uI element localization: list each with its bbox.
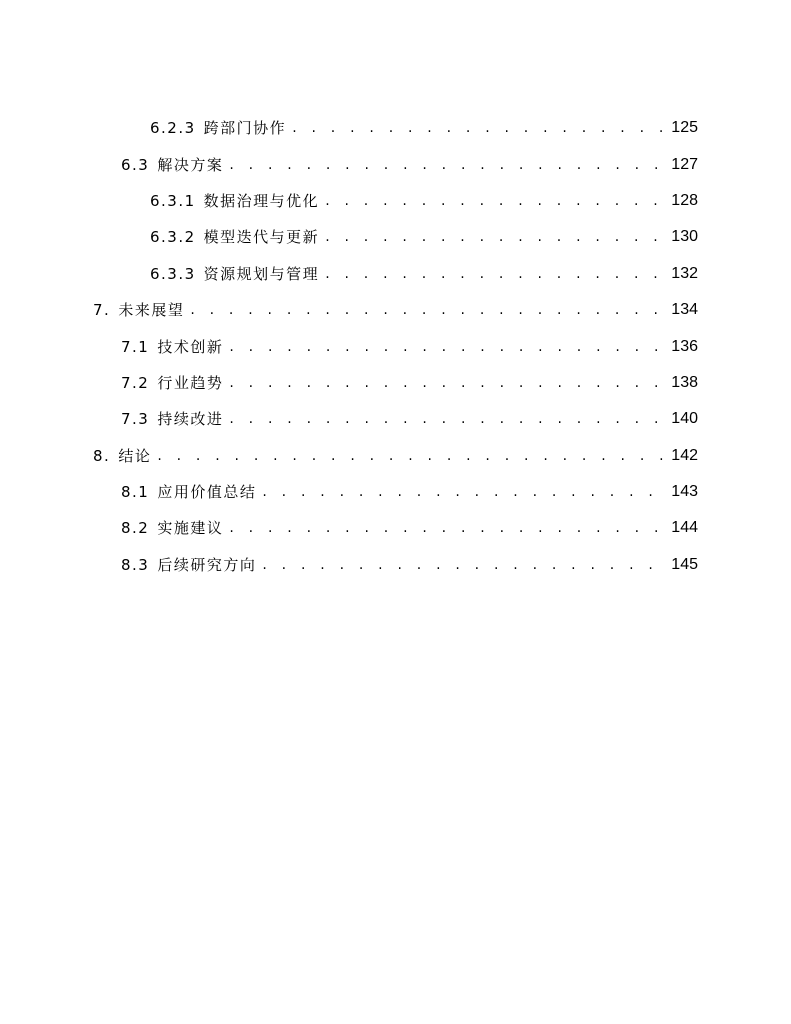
toc-entry-number: 7. (93, 301, 111, 320)
toc-entry[interactable] (0, 365, 791, 401)
toc-page-number: 136 (671, 337, 698, 355)
toc-entry-label (121, 518, 223, 538)
toc-entry-label (93, 446, 151, 466)
toc-entry-title: 技术创新 (157, 337, 224, 356)
toc-page-number: 125 (671, 119, 698, 137)
toc-entry[interactable] (0, 328, 791, 364)
toc-entry-title: 跨部门协作 (203, 119, 287, 138)
toc-page-number: 142 (671, 446, 698, 464)
toc-dot-leader (229, 409, 663, 429)
toc-entry[interactable] (0, 183, 791, 219)
toc-entry-number: 6.2.3 (150, 119, 196, 138)
toc-entry-number: 7.3 (121, 410, 150, 429)
toc-entry-title: 解决方案 (157, 155, 224, 174)
toc-page-number: 132 (671, 264, 698, 282)
toc-entry-title: 行业趋势 (157, 373, 224, 392)
toc-entry[interactable] (0, 474, 791, 510)
toc-dot-leader (229, 337, 663, 357)
toc-entry-title: 持续改进 (157, 410, 224, 429)
toc-entry-number: 6.3.3 (150, 264, 196, 283)
toc-page-number: 140 (671, 410, 698, 428)
toc-dot-leader (325, 227, 663, 247)
toc-page-number: 134 (671, 301, 698, 319)
toc-dot-leader (292, 118, 663, 138)
toc-entry-title: 资源规划与管理 (203, 264, 320, 283)
toc-entry-number: 6.3 (121, 155, 150, 174)
toc-entry-number: 6.3.1 (150, 191, 196, 210)
toc-dot-leader (157, 446, 663, 466)
toc-entry[interactable] (0, 510, 791, 546)
toc-entry-title: 数据治理与优化 (203, 191, 320, 210)
toc-entry-title: 实施建议 (157, 519, 224, 538)
toc-entry-label (121, 337, 223, 357)
toc-page-number: 143 (671, 483, 698, 501)
toc-entry-number: 7.2 (121, 373, 150, 392)
toc-dot-leader (325, 264, 663, 284)
toc-entry[interactable] (0, 292, 791, 328)
toc-entry-title: 未来展望 (118, 301, 185, 320)
toc-page-number: 145 (671, 555, 698, 573)
toc-entry[interactable] (0, 547, 791, 583)
toc-entry-number: 8. (93, 446, 111, 465)
toc-entry[interactable] (0, 438, 791, 474)
toc-entry-number: 6.3.2 (150, 228, 196, 247)
toc-entry-title: 应用价值总结 (157, 483, 257, 502)
toc-entry-title: 结论 (118, 446, 152, 465)
toc-dot-leader (262, 482, 663, 502)
toc-entry[interactable] (0, 110, 791, 146)
toc-entry-label (150, 227, 319, 247)
toc-entry-number: 8.2 (121, 519, 150, 538)
toc-page-number: 130 (671, 228, 698, 246)
toc-page-number: 127 (671, 155, 698, 173)
toc-dot-leader (229, 155, 663, 175)
toc-entry-label (93, 300, 184, 320)
toc-entry-label (150, 191, 319, 211)
toc-dot-leader (229, 518, 663, 538)
toc-entry[interactable] (0, 401, 791, 437)
toc-page-number: 138 (671, 373, 698, 391)
toc-entry-number: 8.3 (121, 555, 150, 574)
table-of-contents (0, 110, 791, 583)
toc-entry-title: 模型迭代与更新 (203, 228, 320, 247)
toc-dot-leader (229, 373, 663, 393)
toc-entry-title: 后续研究方向 (157, 555, 257, 574)
toc-page-number: 144 (671, 519, 698, 537)
toc-entry-number: 8.1 (121, 483, 150, 502)
toc-dot-leader (262, 555, 663, 575)
toc-entry[interactable] (0, 256, 791, 292)
toc-page-number: 128 (671, 191, 698, 209)
toc-entry-label (121, 555, 256, 575)
toc-entry-label (121, 155, 223, 175)
toc-dot-leader (325, 191, 663, 211)
toc-entry-number: 7.1 (121, 337, 150, 356)
toc-entry-label (150, 264, 319, 284)
toc-dot-leader (190, 300, 663, 320)
toc-entry[interactable] (0, 146, 791, 182)
toc-entry-label (150, 118, 286, 138)
toc-entry[interactable] (0, 219, 791, 255)
toc-entry-label (121, 373, 223, 393)
toc-entry-label (121, 409, 223, 429)
toc-entry-label (121, 482, 256, 502)
